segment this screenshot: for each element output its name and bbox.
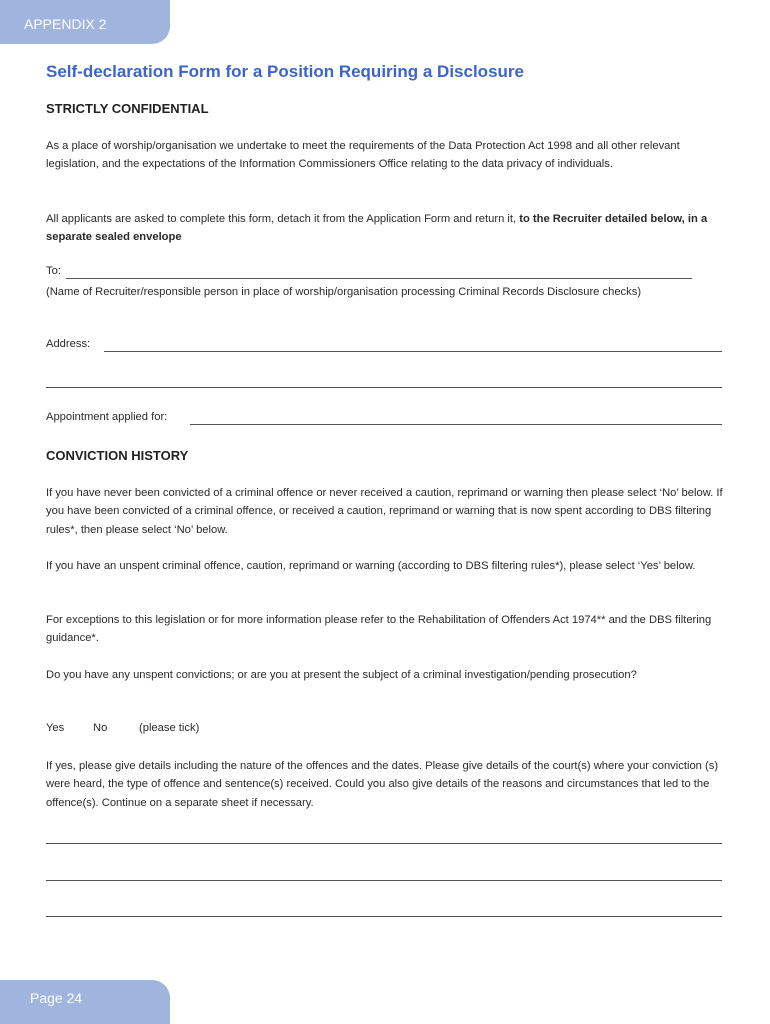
to-note: (Name of Recruiter/responsible person in place of worship/organisation processing Criminal Records Disclosure checks)	[46, 286, 642, 298]
page-number: Page 24	[30, 990, 83, 1006]
appendix-label: APPENDIX 2	[24, 16, 107, 32]
form-title: Self-declaration Form for a Position Requiring a Disclosure	[46, 62, 524, 81]
confidential-heading: STRICTLY CONFIDENTIAL	[46, 101, 209, 116]
never-convicted-paragraph: If you have never been convicted of a criminal offence or never received a caution, reprimand or warning then please select ‘No’ below. If you have been convicted of a criminal offence, or received a caution, reprimand or warning that is now spent according to DBS filtering rules*, then please select ‘No’ below.	[46, 487, 723, 536]
appointment-label: Appointment applied for:	[46, 411, 171, 423]
details-line-2[interactable]	[46, 880, 722, 881]
no-option[interactable]: No	[93, 722, 108, 734]
yes-no-row	[46, 722, 199, 734]
address-label: Address:	[46, 338, 94, 350]
instruction-paragraph	[46, 210, 726, 247]
to-field[interactable]	[46, 265, 692, 283]
intro-paragraph: As a place of worship/organisation we undertake to meet the requirements of the Data Protection Act 1998 and all other relevant legislation, and the expectations of the Information Commissioners Office relating to the data privacy of individuals.	[46, 140, 680, 171]
address-line-2[interactable]	[46, 387, 722, 388]
appointment-line[interactable]	[190, 424, 722, 425]
appendix-tab	[0, 0, 170, 44]
details-line-1[interactable]	[46, 843, 722, 844]
instruction-text: All applicants are asked to complete this form, detach it from the Application Form and return it,	[46, 213, 520, 225]
to-line[interactable]	[66, 278, 692, 279]
to-label: To:	[46, 265, 65, 277]
conviction-heading: CONVICTION HISTORY	[46, 448, 189, 463]
yes-option[interactable]: Yes	[46, 722, 65, 734]
address-field[interactable]	[46, 338, 722, 356]
appointment-field[interactable]	[46, 411, 722, 429]
tick-hint: (please tick)	[139, 722, 200, 734]
unspent-paragraph: If you have an unspent criminal offence, caution, reprimand or warning (according to DBS filtering rules*), please select ‘Yes’ below.	[46, 560, 696, 572]
details-line-3[interactable]	[46, 916, 722, 917]
page-number-tab	[0, 980, 170, 1024]
exceptions-paragraph: For exceptions to this legislation or for more information please refer to the Rehabilitation of Offenders Act 1974** and the DBS filtering guidance*.	[46, 614, 712, 645]
instruction-bold-text: to the Recruiter detailed below, in a separate sealed envelope	[46, 213, 708, 244]
question-paragraph: Do you have any unspent convictions; or are you at present the subject of a criminal investigation/pending prosecution?	[46, 669, 637, 681]
address-line-1[interactable]	[104, 351, 722, 352]
details-paragraph: If yes, please give details including the nature of the offences and the dates. Please give details of the court(s) where your conviction (s) were heard, the type of offence and sentence(s) received. Could you also give details of the reasons and circumstances that led to the offence(s). Continue on a separate sheet if necessary.	[46, 760, 719, 809]
